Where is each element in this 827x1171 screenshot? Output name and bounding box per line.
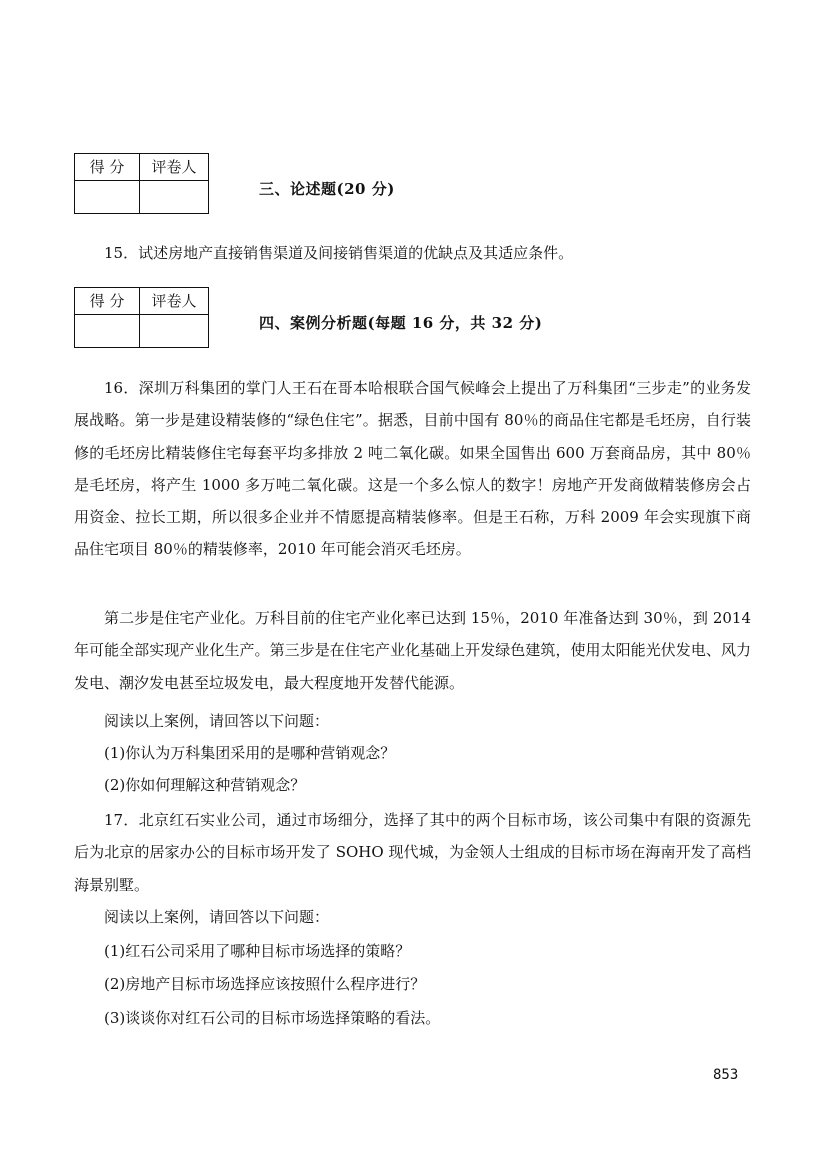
question-17-sub-1: (1)红石公司采用了哪种目标市场选择的策略？ <box>104 942 411 960</box>
question-16-sub-2: (2)你如何理解这种营销观念？ <box>104 776 306 794</box>
question-16-paragraph-2: 第二步是住宅产业化。万科目前的住宅产业化率已达到 15％，2010 年准备达到 30％，到 2014 年可能全部实现产业化生产。第三步是在住宅产业化基础上开发绿色建筑，使用太阳能光伏发电、风力发电、潮汐发电甚至垃圾发电，最大程度地开发替代能源。 <box>74 609 751 692</box>
grader-header: 评卷人 <box>140 288 209 315</box>
grader-cell <box>140 315 209 348</box>
question-16-prompt: 阅读以上案例，请回答以下问题： <box>104 712 330 730</box>
section4-title: 四、案例分析题(每题 16 分，共 32 分) <box>259 314 543 332</box>
score-header: 得 分 <box>75 288 140 315</box>
page-number: 853 <box>713 1067 739 1083</box>
grader-cell <box>140 181 209 214</box>
score-cell <box>75 315 140 348</box>
section3-title: 三、论述题(20 分) <box>259 180 395 198</box>
score-cell <box>75 181 140 214</box>
grader-header: 评卷人 <box>140 154 209 181</box>
question-17-sub-2: (2)房地产目标市场选择应该按照什么程序进行？ <box>104 975 426 993</box>
score-header: 得 分 <box>75 154 140 181</box>
question-15: 15．试述房地产直接销售渠道及间接销售渠道的优缺点及其适应条件。 <box>104 244 574 262</box>
question-17-paragraph: 17．北京红石实业公司，通过市场细分，选择了其中的两个目标市场，该公司集中有限的资源先后为北京的居家办公的目标市场开发了 SOHO 现代城，为金领人士组成的目标市场在海南开发了高档海景别墅。 <box>74 811 751 894</box>
question-16-paragraph-1: 16．深圳万科集团的掌门人王石在哥本哈根联合国气候峰会上提出了万科集团“三步走”的业务发展战略。第一步是建设精装修的“绿色住宅”。据悉，目前中国有 80％的商品住宅都是毛坯房，自行装修的毛坯房比精装修住宅每套平均多排放 2 吨二氧化碳。如果全国售出 600 万套商品房，其中 80％是毛坯房，将产生 1000 多万吨二氧化碳。这是一个多么惊人的数字！房地产开发商做精装修房会占用资金、拉长工期，所以很多企业并不情愿提高精装修率。但是王石称，万科 2009 年会实现旗下商品住宅项目 80％的精装修率，2010 年可能会消灭毛坯房。 <box>74 379 751 559</box>
question-16-sub-1: (1)你认为万科集团采用的是哪种营销观念？ <box>104 744 396 762</box>
score-table-section4 <box>74 287 209 348</box>
question-17-sub-3: (3)谈谈你对红石公司的目标市场选择策略的看法。 <box>104 1009 441 1027</box>
question-17-prompt: 阅读以上案例，请回答以下问题： <box>104 908 330 926</box>
score-table-section3 <box>74 153 209 214</box>
